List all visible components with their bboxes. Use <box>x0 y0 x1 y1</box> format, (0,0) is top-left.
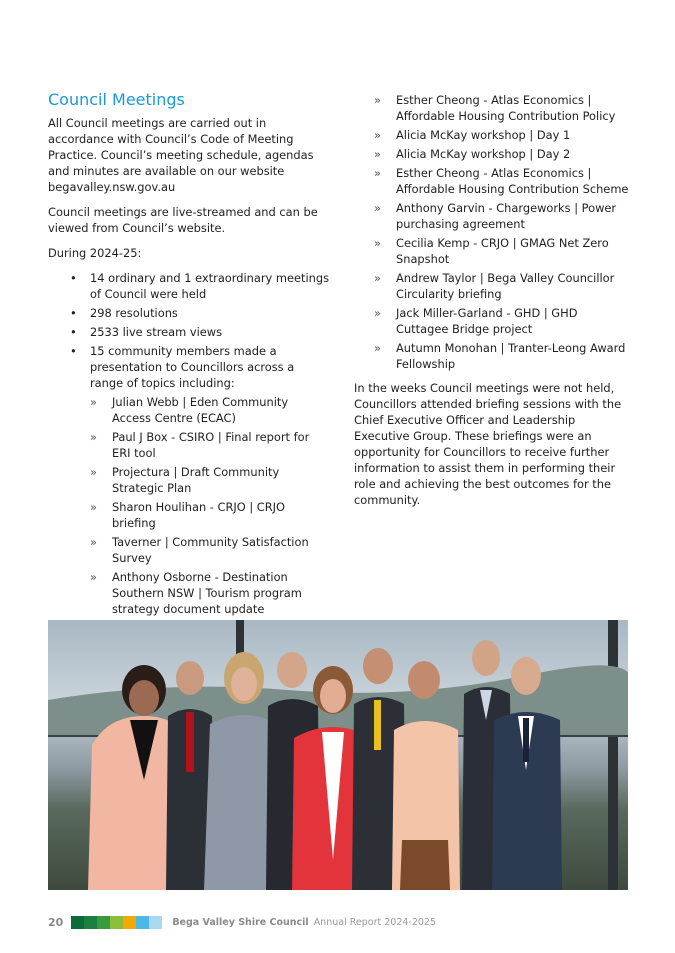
stat-text: 298 resolutions <box>90 306 178 320</box>
list-item <box>354 92 630 124</box>
chevron-right-icon: » <box>374 93 381 107</box>
stat-text: 2533 live stream views <box>90 325 223 339</box>
list-item-text: Esther Cheong - Atlas Economics | Affordable Housing Contribution Policy <box>396 93 616 123</box>
chevron-right-icon: » <box>374 128 381 142</box>
chevron-right-icon: » <box>90 430 97 444</box>
list-item <box>354 165 630 197</box>
chevron-right-icon: » <box>374 147 381 161</box>
list-item-text: Esther Cheong - Atlas Economics | Affordable Housing Contribution Scheme <box>396 166 629 196</box>
right-column <box>354 92 630 517</box>
presentation-list-right <box>354 92 630 372</box>
swatch <box>110 916 123 929</box>
swatch <box>97 916 110 929</box>
list-item <box>90 394 330 426</box>
list-item-text: Autumn Monohan | Tranter-Leong Award Fellowship <box>396 341 626 371</box>
chevron-right-icon: » <box>374 236 381 250</box>
list-item-text: Anthony Garvin - Chargeworks | Power purchasing agreement <box>396 201 617 231</box>
chevron-right-icon: » <box>374 201 381 215</box>
list-item-text: Taverner | Community Satisfaction Survey <box>112 535 309 565</box>
closing-paragraph: In the weeks Council meetings were not held, Councillors attended briefing sessions with the Chief Executive Officer and Leadership Executive Group. These briefings were an opportunity for Councillors to receive further information to assist them in performing their role and achieving the best outcomes for the community. <box>354 381 622 507</box>
list-item-text: Julian Webb | Eden Community Access Centre (ECAC) <box>112 395 289 425</box>
bullet-icon: • <box>70 271 77 285</box>
stat-text: 15 community members made a presentation to Councillors across a range of topics including: <box>90 344 295 390</box>
councillors-group-photo <box>48 620 628 890</box>
list-item <box>90 429 330 461</box>
stat-item-presentations <box>66 343 330 617</box>
chevron-right-icon: » <box>374 341 381 355</box>
list-item-text: Alicia McKay workshop | Day 1 <box>396 128 571 142</box>
bullet-icon: • <box>70 325 77 339</box>
swatch <box>84 916 97 929</box>
chevron-right-icon: » <box>90 535 97 549</box>
stat-item-resolutions <box>66 305 330 321</box>
group-photo-illustration <box>48 620 628 890</box>
stats-list <box>48 270 330 617</box>
list-item-text: Cecilia Kemp - CRJO | GMAG Net Zero Snapshot <box>396 236 609 266</box>
list-item-text: Anthony Osborne - Destination Southern NSW | Tourism program strategy document update <box>112 570 302 616</box>
list-item <box>354 127 630 143</box>
list-item-text: Andrew Taylor | Bega Valley Councillor Circularity briefing <box>396 271 615 301</box>
chevron-right-icon: » <box>374 166 381 180</box>
list-item <box>354 235 630 267</box>
left-column <box>48 90 330 620</box>
during-label: During 2024-25: <box>48 246 142 260</box>
swatch <box>149 916 162 929</box>
organisation-name: Bega Valley Shire Council <box>172 916 309 928</box>
list-item <box>90 534 330 566</box>
page-number: 20 <box>48 915 64 929</box>
livestream-paragraph: Council meetings are live-streamed and can be viewed from Council’s website. <box>48 205 318 235</box>
stat-text: 14 ordinary and 1 extraordinary meetings of Council were held <box>90 271 330 301</box>
colour-swatch-strip <box>71 916 162 929</box>
page-footer <box>48 914 436 930</box>
list-item <box>354 146 630 162</box>
list-item-text: Alicia McKay workshop | Day 2 <box>396 147 571 161</box>
swatch <box>136 916 149 929</box>
stat-item-meetings <box>66 270 330 302</box>
list-item-text: Projectura | Draft Community Strategic Plan <box>112 465 280 495</box>
list-item <box>90 464 330 496</box>
chevron-right-icon: » <box>374 306 381 320</box>
report-name: Annual Report 2024-2025 <box>313 916 437 928</box>
chevron-right-icon: » <box>90 570 97 584</box>
list-item-text: Jack Miller-Garland - GHD | GHD Cuttagee Bridge project <box>396 306 578 336</box>
presentation-list-left <box>90 394 330 617</box>
list-item <box>354 340 630 372</box>
section-title: Council Meetings <box>48 90 185 109</box>
list-item-text: Paul J Box - CSIRO | Final report for ERI tool <box>112 430 310 460</box>
bullet-icon: • <box>70 306 77 320</box>
swatch <box>71 916 84 929</box>
list-item <box>90 569 330 617</box>
bullet-icon: • <box>70 344 77 358</box>
chevron-right-icon: » <box>90 465 97 479</box>
list-item <box>354 305 630 337</box>
list-item <box>354 270 630 302</box>
chevron-right-icon: » <box>90 500 97 514</box>
stat-item-views <box>66 324 330 340</box>
swatch <box>123 916 136 929</box>
chevron-right-icon: » <box>374 271 381 285</box>
list-item <box>90 499 330 531</box>
chevron-right-icon: » <box>90 395 97 409</box>
list-item <box>354 200 630 232</box>
list-item-text: Sharon Houlihan - CRJO | CRJO briefing <box>112 500 285 530</box>
intro-paragraph: All Council meetings are carried out in accordance with Council’s Code of Meeting Practice. Council’s meeting schedule, agendas and minutes are available on our website begavalley.nsw.gov.au <box>48 116 314 194</box>
